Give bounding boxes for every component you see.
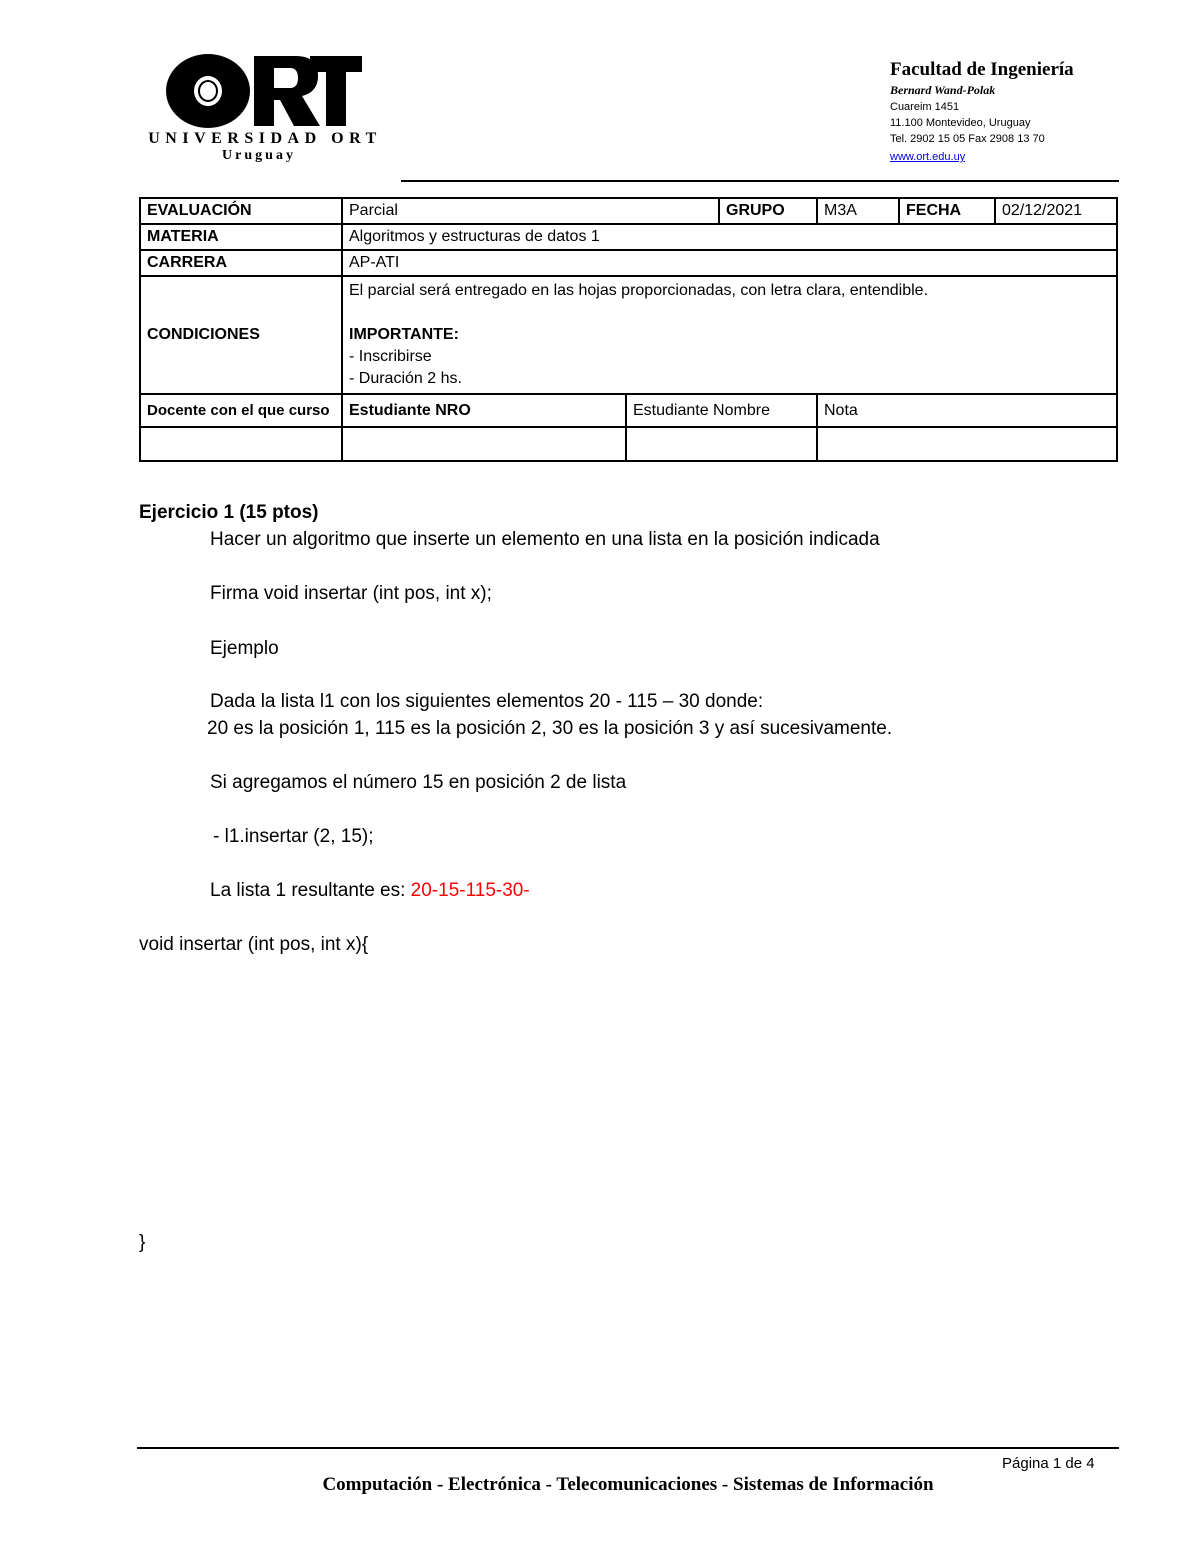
carrera-value: AP-ATI (342, 250, 1117, 276)
evaluacion-value: Parcial (342, 198, 719, 224)
exam-info-table (139, 197, 1118, 462)
nota-field[interactable] (817, 427, 1117, 461)
table-row (140, 250, 1117, 276)
estudiante-nro-label: Estudiante NRO (342, 394, 626, 427)
page-number: Página 1 de 4 (1002, 1455, 1095, 1472)
header-divider (401, 180, 1119, 182)
example-line-2: 20 es la posición 1, 115 es la posición 2, 30 es la posición 3 y así sucesivamente. (207, 718, 893, 739)
example-call: - l1.insertar (2, 15); (213, 826, 374, 847)
grupo-label: GRUPO (719, 198, 817, 224)
table-row (140, 427, 1117, 461)
table-row (140, 276, 1117, 394)
logo-country: Uruguay (222, 148, 296, 163)
materia-value: Algoritmos y estructuras de datos 1 (342, 224, 1117, 250)
exercise-title: Ejercicio 1 (15 ptos) (139, 502, 319, 523)
address-block (890, 58, 1130, 165)
condiciones-value (342, 276, 1117, 394)
example-line-1: Dada la lista l1 con los siguientes elementos 20 - 115 – 30 donde: (210, 691, 764, 712)
example-line-3: Si agregamos el número 15 en posición 2 de lista (210, 772, 627, 793)
docente-label: Docente con el que curso (140, 394, 342, 427)
grupo-value: M3A (817, 198, 899, 224)
condiciones-text: El parcial será entregado en las hojas proporcionadas, con letra clara, entendible. (349, 282, 929, 299)
university-logo (140, 50, 390, 165)
exercise-signature: Firma void insertar (int pos, int x); (210, 583, 492, 604)
ort-wordmark-logo (164, 52, 364, 130)
exercise-statement: Hacer un algoritmo que inserte un elemento en una lista en la posición indicada (210, 529, 880, 550)
footer-departments: Computación - Electrónica - Telecomunicaciones - Sistemas de Información (322, 1474, 934, 1495)
result-value: 20-15-115-30- (410, 880, 530, 901)
importante-label: IMPORTANTE: (349, 326, 459, 343)
footer-divider (137, 1447, 1119, 1449)
code-close: } (139, 1232, 146, 1253)
faculty-name: Facultad de Ingeniería (890, 59, 1074, 80)
city-address: 11.100 Montevideo, Uruguay (890, 117, 1031, 129)
fecha-label: FECHA (899, 198, 995, 224)
docente-field[interactable] (140, 427, 342, 461)
materia-label: MATERIA (140, 224, 342, 250)
example-label: Ejemplo (210, 638, 279, 659)
phone-fax: Tel. 2902 15 05 Fax 2908 13 70 (890, 133, 1045, 145)
example-result (210, 880, 530, 902)
condiciones-label: CONDICIONES (140, 276, 342, 394)
nota-label: Nota (817, 394, 1117, 427)
evaluacion-label: EVALUACIÓN (140, 198, 342, 224)
building-name: Bernard Wand-Polak (890, 83, 996, 97)
table-row (140, 224, 1117, 250)
fecha-value: 02/12/2021 (995, 198, 1117, 224)
table-row (140, 394, 1117, 427)
importante-item: - Duración 2 hs. (349, 370, 462, 387)
website-link[interactable]: www.ort.edu.uy (890, 151, 966, 163)
estudiante-nombre-field[interactable] (626, 427, 817, 461)
logo-university-name: UNIVERSIDAD ORT (148, 130, 382, 147)
importante-item: - Inscribirse (349, 348, 432, 365)
carrera-label: CARRERA (140, 250, 342, 276)
table-row (140, 198, 1117, 224)
estudiante-nombre-label: Estudiante Nombre (626, 394, 817, 427)
estudiante-nro-field[interactable] (342, 427, 626, 461)
code-open: void insertar (int pos, int x){ (139, 934, 369, 955)
street-address: Cuareim 1451 (890, 101, 960, 113)
result-prefix: La lista 1 resultante es: (210, 880, 411, 901)
